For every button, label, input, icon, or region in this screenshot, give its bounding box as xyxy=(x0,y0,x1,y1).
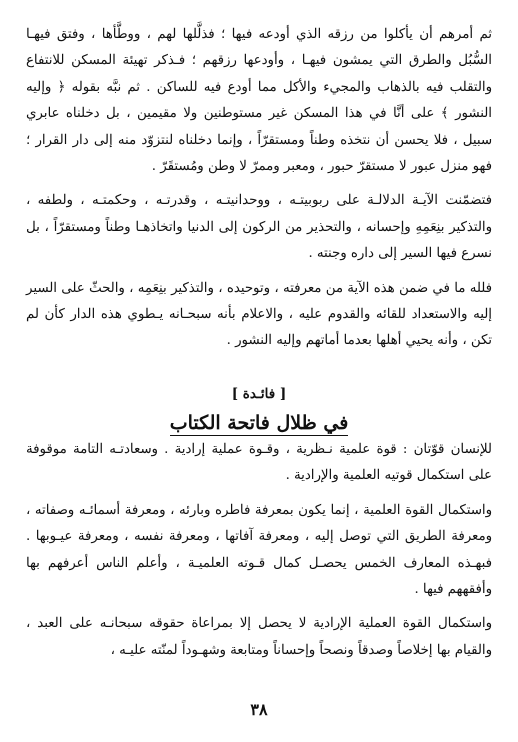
section-heading-text: في ظلال فاتحة الكتاب xyxy=(169,411,349,434)
paragraph-4: للإنسان قوّتان : قوة علمية نـظرية ، وقـوة عملية إرادية . وسعادتـه التامة موقوفة على استكمال قوتيه العلمية والإرادية . xyxy=(26,441,492,484)
paragraph-3: فلله ما في ضمن هذه الآية من معرفته ، وتوحيده ، والتذكير بنِعَمِه ، والحثّ على السير إليه والاستعداد للقائه والقدوم عليه ، والاعلام بأنه سبحـانه يـطوي هذه الدار كأن لم تكن ، وأنه يحيي أهلها بعدما أماتهم وإليه النشور . xyxy=(26,280,492,349)
paragraph-2: فتضمّنت الآيـة الدلالـة على ربوبيتـه ، ووحدانيتـه ، وقدرتـه ، وحكمتـه ، ولطفه ، والتذكير بنِعَمِهِ وإحسانه ، والتحذير من الركون إلى الدنيا واتخاذهـا وطناً ومستقرّاً ، بل نسرع فيها السير إلى داره وجنته . xyxy=(26,193,492,262)
paragraph-5: واستكمال القوة العلمية ، إنما يكون بمعرفة فاطره وبارئه ، ومعرفة أسمائـه وصفاته ، ومعرفة الطريق التي توصل إليه ، ومعرفة آفاتها ، ومعرفة نفسه ، ومعرفة عيـوبها . فبهـذه المعارف الخمس يحصـل كمال قـوته العلميـة ، وأعلم الناس أعرفهم بها وأفقههم فيها . xyxy=(26,502,492,597)
paragraph-6: واستكمال القوة العملية الإرادية لا يحصل إلا بمراعاة حقوقه سبحانـه على العبد ، والقيام بها إخلاصاً وصدقاً ونصحاً وإحساناً ومتابعة وشهـوداً لمنّته عليـه ، xyxy=(26,616,492,658)
paragraph-1: ثم أمرهم أن يأكلوا من رزقه الذي أودعه فيها ؛ فذلَّلها لهم ، ووطَّأها ، وفتق فيهـا السُّبُل والطرق التي يمشون فيهـا ، وأودعها رزقهم ؛ فـذكر تهيئة المسكن للانتفاع والتقلب فيه بالذهاب والمجيء والأكل مما أودع فيه للساكن . ثم نبَّه بقوله ﴿ وإليه النشور ﴾ على أنَّا في هذا المسكن غير مستوطنين ولا مقيمين ، بل دخلناه عابري سبيل ، فلا يحسن أن نتخذه وطناً ومستقرّاً ، وإنما دخلناه لنتزوّد منه إلى دار القرار ؛ فهو منزل عبور لا مستقرّ حبور ، ومعبر وممرّ لا وطن ومُستقَرّ . xyxy=(26,27,492,175)
page-number: ٣٨ xyxy=(250,700,268,719)
section-heading xyxy=(26,409,492,437)
section-label: [ فائـدة ] xyxy=(231,385,287,402)
